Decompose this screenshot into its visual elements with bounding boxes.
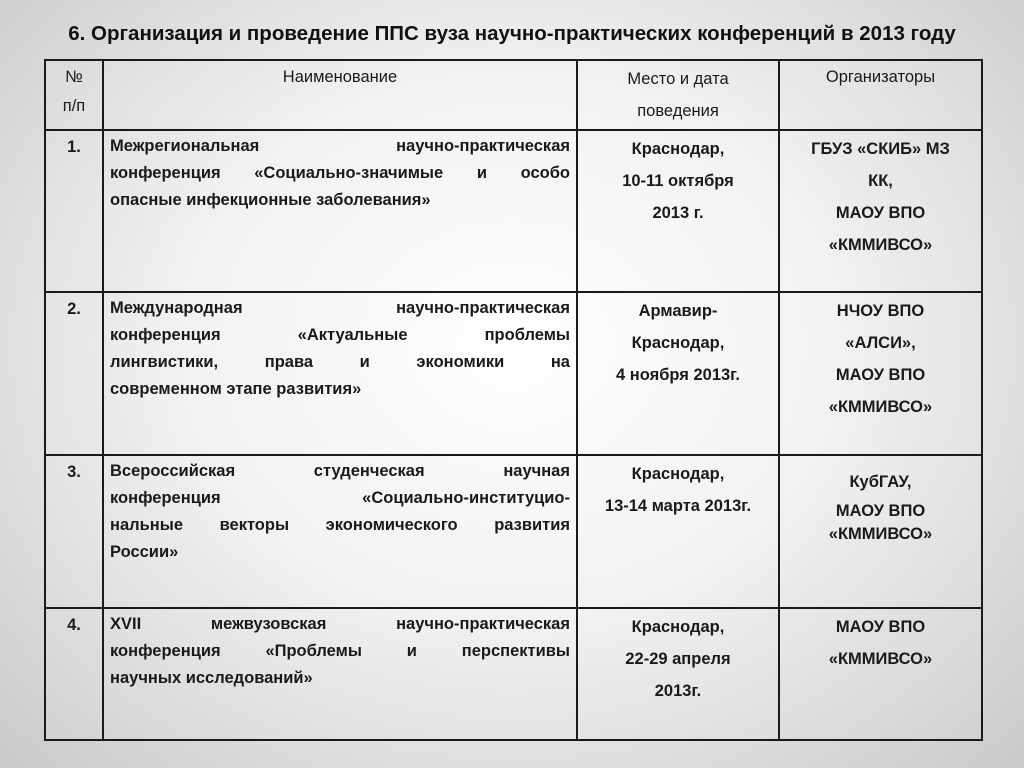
place-line: 22-29 апреля <box>625 650 731 668</box>
row-org <box>779 455 982 608</box>
org-line: «АЛСИ», <box>845 334 916 352</box>
place-line: 10-11 октября <box>622 172 734 190</box>
name-line: лингвистики, права и экономики на <box>110 353 570 371</box>
header-place-line2: поведения <box>637 102 719 120</box>
row-name <box>103 608 577 740</box>
place-line: Краснодар, <box>631 140 725 158</box>
org-line: «КММИВСО» <box>828 525 933 543</box>
place-line: 2013г. <box>654 682 702 700</box>
place-line: Краснодар, <box>631 618 725 636</box>
header-num-line1: № <box>65 68 83 86</box>
name-line: конференция «Социально-значимые и особо <box>110 164 570 182</box>
header-name: Наименование <box>103 60 577 130</box>
name-line: России» <box>110 543 179 561</box>
name-line: Международная научно-практическая <box>110 299 570 317</box>
name-line: XVII межвузовская научно-практическая <box>110 615 570 633</box>
place-line: 2013 г. <box>652 204 704 222</box>
table-row <box>45 608 982 740</box>
row-org <box>779 608 982 740</box>
row-org <box>779 292 982 455</box>
name-line: Всероссийская студенческая научная <box>110 462 570 480</box>
org-line: КК, <box>868 172 893 190</box>
name-line: конференция «Проблемы и перспективы <box>110 642 570 660</box>
row-num: 1. <box>45 130 103 292</box>
row-name <box>103 130 577 292</box>
name-line: опасные инфекционные заболевания» <box>110 191 431 209</box>
row-place <box>577 455 779 608</box>
header-num <box>45 60 103 130</box>
org-line: ГБУЗ «СКИБ» МЗ <box>811 140 950 158</box>
name-line: современном этапе развития» <box>110 380 362 398</box>
row-num: 2. <box>45 292 103 455</box>
org-line: МАОУ ВПО <box>835 502 926 520</box>
table-row <box>45 292 982 455</box>
header-place <box>577 60 779 130</box>
header-place-line1: Место и дата <box>627 70 729 88</box>
row-org <box>779 130 982 292</box>
name-line: конференция «Актуальные проблемы <box>110 326 570 344</box>
name-line: научных исследований» <box>110 669 313 687</box>
name-line: Межрегиональная научно-практическая <box>110 137 570 155</box>
place-line: 13-14 марта 2013г. <box>604 497 752 515</box>
row-num: 3. <box>45 455 103 608</box>
org-line: МАОУ ВПО <box>835 366 926 384</box>
place-line: 4 ноября 2013г. <box>616 366 740 384</box>
place-line: Краснодар, <box>631 334 725 352</box>
table-row <box>45 130 982 292</box>
org-line: «КММИВСО» <box>828 650 933 668</box>
conferences-table <box>44 59 983 741</box>
row-num: 4. <box>45 608 103 740</box>
place-line: Армавир- <box>638 302 718 320</box>
row-name <box>103 455 577 608</box>
slide-title: 6. Организация и проведение ППС вуза научно-практических конференций в 2013 году <box>68 22 956 45</box>
row-place <box>577 292 779 455</box>
org-line: «КММИВСО» <box>828 398 933 416</box>
row-place <box>577 130 779 292</box>
table-header-row <box>45 60 982 130</box>
row-place <box>577 608 779 740</box>
name-line: конференция «Социально-институцио- <box>110 489 570 507</box>
header-num-line2: п/п <box>62 97 86 115</box>
org-line: НЧОУ ВПО <box>836 302 925 320</box>
table-row <box>45 455 982 608</box>
header-org: Организаторы <box>779 60 982 130</box>
org-line: МАОУ ВПО <box>835 618 926 636</box>
place-line: Краснодар, <box>631 465 725 483</box>
row-name <box>103 292 577 455</box>
name-line: нальные векторы экономического развития <box>110 516 570 534</box>
org-spacer <box>786 458 975 466</box>
org-line: МАОУ ВПО <box>835 204 926 222</box>
org-line: «КММИВСО» <box>828 236 933 254</box>
org-line: КубГАУ, <box>849 473 912 491</box>
